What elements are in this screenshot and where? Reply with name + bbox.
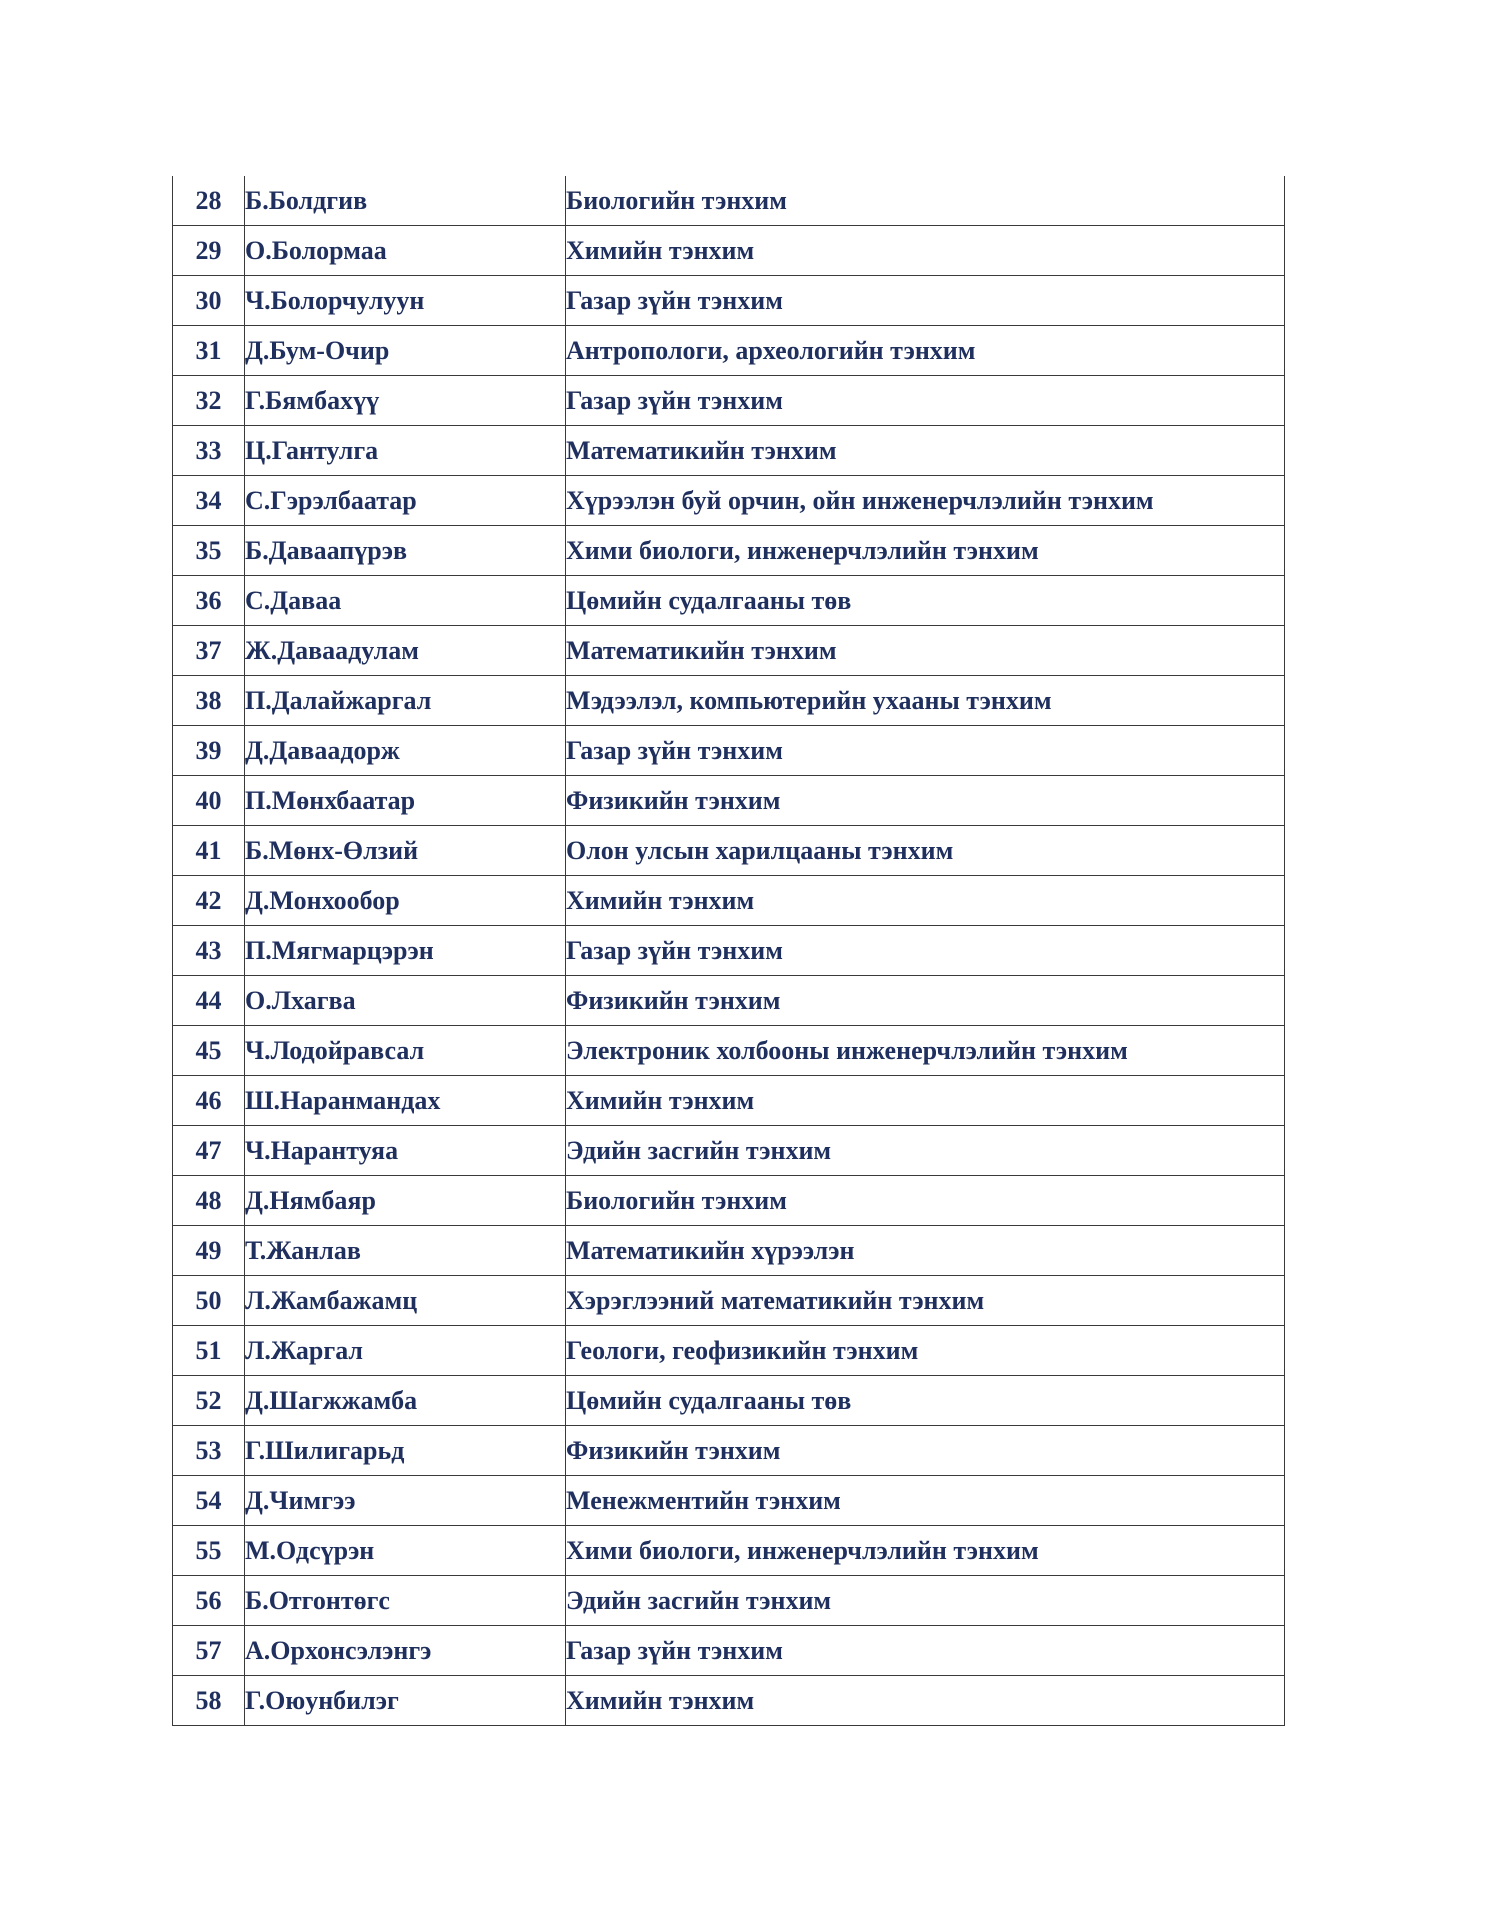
person-name-cell: Д.Бум-Очир: [245, 326, 566, 376]
person-name-cell: Ш.Наранмандах: [245, 1076, 566, 1126]
department-cell: Хими биологи, инженерчлэлийн тэнхим: [566, 1526, 1285, 1576]
department-cell: Газар зүйн тэнхим: [566, 1626, 1285, 1676]
person-name-cell: П.Далайжаргал: [245, 676, 566, 726]
row-number-cell: 57: [173, 1626, 245, 1676]
table-row: [173, 626, 1285, 676]
department-cell: Физикийн тэнхим: [566, 1426, 1285, 1476]
department-cell: Цөмийн судалгааны төв: [566, 576, 1285, 626]
department-cell: Биологийн тэнхим: [566, 1176, 1285, 1226]
row-number-cell: 34: [173, 476, 245, 526]
department-cell: Хэрэглээний математикийн тэнхим: [566, 1276, 1285, 1326]
department-cell: Цөмийн судалгааны төв: [566, 1376, 1285, 1426]
table-row: [173, 676, 1285, 726]
row-number-cell: 35: [173, 526, 245, 576]
person-name-cell: Ч.Нарантуяа: [245, 1126, 566, 1176]
row-number-cell: 49: [173, 1226, 245, 1276]
row-number-cell: 44: [173, 976, 245, 1026]
department-cell: Химийн тэнхим: [566, 226, 1285, 276]
table-row: [173, 1626, 1285, 1676]
table-row: [173, 526, 1285, 576]
department-cell: Химийн тэнхим: [566, 1676, 1285, 1726]
department-cell: Математикийн хүрээлэн: [566, 1226, 1285, 1276]
table-row: [173, 976, 1285, 1026]
staff-table: [172, 176, 1285, 1726]
table-row: [173, 1476, 1285, 1526]
table-row: [173, 1026, 1285, 1076]
department-cell: Физикийн тэнхим: [566, 776, 1285, 826]
person-name-cell: А.Орхонсэлэнгэ: [245, 1626, 566, 1676]
department-cell: Мэдээлэл, компьютерийн ухааны тэнхим: [566, 676, 1285, 726]
person-name-cell: О.Лхагва: [245, 976, 566, 1026]
person-name-cell: Т.Жанлав: [245, 1226, 566, 1276]
department-cell: Газар зүйн тэнхим: [566, 276, 1285, 326]
table-row: [173, 1076, 1285, 1126]
person-name-cell: Б.Даваапүрэв: [245, 526, 566, 576]
department-cell: Олон улсын харилцааны тэнхим: [566, 826, 1285, 876]
person-name-cell: Ж.Даваадулам: [245, 626, 566, 676]
table-row: [173, 276, 1285, 326]
row-number-cell: 56: [173, 1576, 245, 1626]
department-cell: Биологийн тэнхим: [566, 176, 1285, 226]
department-cell: Эдийн засгийн тэнхим: [566, 1576, 1285, 1626]
row-number-cell: 58: [173, 1676, 245, 1726]
person-name-cell: Д.Шагжжамба: [245, 1376, 566, 1426]
person-name-cell: Ц.Гантулга: [245, 426, 566, 476]
person-name-cell: Б.Мөнх-Өлзий: [245, 826, 566, 876]
table-row: [173, 726, 1285, 776]
table-row: [173, 476, 1285, 526]
person-name-cell: П.Мягмарцэрэн: [245, 926, 566, 976]
row-number-cell: 31: [173, 326, 245, 376]
table-row: [173, 576, 1285, 626]
table-row: [173, 1126, 1285, 1176]
table-row: [173, 1576, 1285, 1626]
department-cell: Математикийн тэнхим: [566, 626, 1285, 676]
department-cell: Менежментийн тэнхим: [566, 1476, 1285, 1526]
department-cell: Геологи, геофизикийн тэнхим: [566, 1326, 1285, 1376]
table-row: [173, 826, 1285, 876]
person-name-cell: Д.Монхообор: [245, 876, 566, 926]
row-number-cell: 54: [173, 1476, 245, 1526]
person-name-cell: Д.Даваадорж: [245, 726, 566, 776]
table-row: [173, 1676, 1285, 1726]
row-number-cell: 39: [173, 726, 245, 776]
table-row: [173, 326, 1285, 376]
person-name-cell: П.Мөнхбаатар: [245, 776, 566, 826]
table-row: [173, 176, 1285, 226]
row-number-cell: 42: [173, 876, 245, 926]
person-name-cell: Л.Жамбажамц: [245, 1276, 566, 1326]
table-row: [173, 1276, 1285, 1326]
table-row: [173, 426, 1285, 476]
row-number-cell: 50: [173, 1276, 245, 1326]
person-name-cell: Г.Бямбахүү: [245, 376, 566, 426]
table-row: [173, 1376, 1285, 1426]
department-cell: Хими биологи, инженерчлэлийн тэнхим: [566, 526, 1285, 576]
row-number-cell: 32: [173, 376, 245, 426]
department-cell: Газар зүйн тэнхим: [566, 926, 1285, 976]
table-row: [173, 376, 1285, 426]
row-number-cell: 33: [173, 426, 245, 476]
row-number-cell: 51: [173, 1326, 245, 1376]
department-cell: Антропологи, археологийн тэнхим: [566, 326, 1285, 376]
row-number-cell: 55: [173, 1526, 245, 1576]
table-row: [173, 1326, 1285, 1376]
row-number-cell: 46: [173, 1076, 245, 1126]
person-name-cell: Б.Болдгив: [245, 176, 566, 226]
department-cell: Химийн тэнхим: [566, 1076, 1285, 1126]
department-cell: Эдийн засгийн тэнхим: [566, 1126, 1285, 1176]
row-number-cell: 30: [173, 276, 245, 326]
department-cell: Газар зүйн тэнхим: [566, 726, 1285, 776]
person-name-cell: М.Одсүрэн: [245, 1526, 566, 1576]
department-cell: Хүрээлэн буй орчин, ойн инженерчлэлийн тэнхим: [566, 476, 1285, 526]
table-row: [173, 1526, 1285, 1576]
row-number-cell: 41: [173, 826, 245, 876]
person-name-cell: Л.Жаргал: [245, 1326, 566, 1376]
person-name-cell: Г.Шилигарьд: [245, 1426, 566, 1476]
row-number-cell: 53: [173, 1426, 245, 1476]
department-cell: Физикийн тэнхим: [566, 976, 1285, 1026]
person-name-cell: С.Даваа: [245, 576, 566, 626]
person-name-cell: Б.Отгонтөгс: [245, 1576, 566, 1626]
department-cell: Химийн тэнхим: [566, 876, 1285, 926]
department-cell: Электроник холбооны инженерчлэлийн тэнхим: [566, 1026, 1285, 1076]
person-name-cell: Д.Чимгээ: [245, 1476, 566, 1526]
row-number-cell: 38: [173, 676, 245, 726]
row-number-cell: 47: [173, 1126, 245, 1176]
row-number-cell: 45: [173, 1026, 245, 1076]
department-cell: Математикийн тэнхим: [566, 426, 1285, 476]
person-name-cell: С.Гэрэлбаатар: [245, 476, 566, 526]
table-row: [173, 1176, 1285, 1226]
row-number-cell: 28: [173, 176, 245, 226]
row-number-cell: 43: [173, 926, 245, 976]
row-number-cell: 29: [173, 226, 245, 276]
table-row: [173, 226, 1285, 276]
person-name-cell: Ч.Болорчулуун: [245, 276, 566, 326]
table-row: [173, 876, 1285, 926]
department-cell: Газар зүйн тэнхим: [566, 376, 1285, 426]
row-number-cell: 36: [173, 576, 245, 626]
row-number-cell: 48: [173, 1176, 245, 1226]
table-row: [173, 1226, 1285, 1276]
person-name-cell: Ч.Лодойравсал: [245, 1026, 566, 1076]
person-name-cell: О.Болормаа: [245, 226, 566, 276]
person-name-cell: Д.Нямбаяр: [245, 1176, 566, 1226]
table-row: [173, 926, 1285, 976]
person-name-cell: Г.Оюунбилэг: [245, 1676, 566, 1726]
table-row: [173, 1426, 1285, 1476]
row-number-cell: 52: [173, 1376, 245, 1426]
row-number-cell: 40: [173, 776, 245, 826]
staff-table-body: [173, 176, 1285, 1726]
row-number-cell: 37: [173, 626, 245, 676]
table-row: [173, 776, 1285, 826]
